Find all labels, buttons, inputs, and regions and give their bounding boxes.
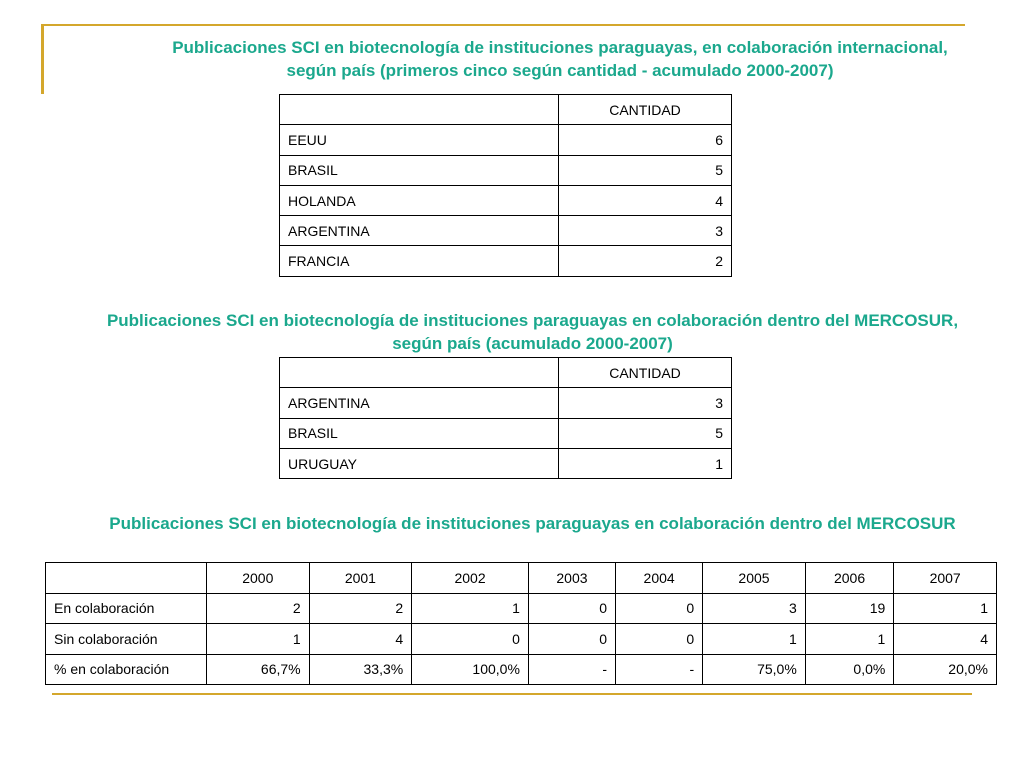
year-header: 2002 (412, 563, 529, 594)
table-mercosur-by-year (45, 562, 997, 685)
table-row (280, 418, 732, 448)
table-row (280, 155, 732, 185)
value-cell: 5 (559, 418, 732, 448)
table2-title: Publicaciones SCI en biotecnología de instituciones paraguayas en colaboración dentro del MERCOSUR, según país (acumulado 2000-2007) (106, 311, 959, 353)
value-cell: - (528, 654, 615, 685)
value-cell: 3 (559, 216, 732, 246)
header-empty-cell (280, 95, 559, 125)
row-label: En colaboración (46, 593, 207, 624)
table-row (280, 448, 732, 478)
value-cell: 3 (559, 388, 732, 418)
value-cell: 3 (703, 593, 806, 624)
value-cell: 0 (616, 593, 703, 624)
value-cell: 1 (703, 624, 806, 655)
value-cell: 0 (616, 624, 703, 655)
year-header: 2007 (894, 563, 997, 594)
year-header: 2001 (309, 563, 412, 594)
value-cell: 4 (894, 624, 997, 655)
year-header: 2000 (207, 563, 310, 594)
table-row (280, 216, 732, 246)
year-header: 2004 (616, 563, 703, 594)
table-row (280, 246, 732, 276)
value-cell: 6 (559, 125, 732, 155)
value-cell: 33,3% (309, 654, 412, 685)
table-row (280, 125, 732, 155)
table1-title: Publicaciones SCI en biotecnología de instituciones paraguayas, en colaboración internacional, según país (primeros cinco según cantidad - acumulado 2000-2007) (172, 38, 948, 80)
value-cell: 2 (559, 246, 732, 276)
value-cell: 0 (528, 593, 615, 624)
value-cell: 2 (309, 593, 412, 624)
country-cell: BRASIL (280, 418, 559, 448)
table-row (280, 388, 732, 418)
value-cell: 66,7% (207, 654, 310, 685)
table-row (46, 654, 997, 685)
country-cell: BRASIL (280, 155, 559, 185)
year-header: 2003 (528, 563, 615, 594)
header-empty-cell (280, 358, 559, 388)
country-cell: ARGENTINA (280, 388, 559, 418)
country-cell: EEUU (280, 125, 559, 155)
table-header-row (280, 358, 732, 388)
header-cantidad: CANTIDAD (559, 358, 732, 388)
value-cell: 0,0% (805, 654, 894, 685)
year-header: 2006 (805, 563, 894, 594)
country-cell: FRANCIA (280, 246, 559, 276)
value-cell: 20,0% (894, 654, 997, 685)
year-header: 2005 (703, 563, 806, 594)
decorative-top-line (41, 24, 965, 26)
value-cell: - (616, 654, 703, 685)
table-row (46, 624, 997, 655)
value-cell: 100,0% (412, 654, 529, 685)
decorative-bottom-line (52, 693, 972, 695)
value-cell: 19 (805, 593, 894, 624)
country-cell: ARGENTINA (280, 216, 559, 246)
country-cell: HOLANDA (280, 185, 559, 215)
row-label: Sin colaboración (46, 624, 207, 655)
decorative-left-line (41, 24, 44, 94)
value-cell: 0 (412, 624, 529, 655)
value-cell: 1 (207, 624, 310, 655)
header-cantidad: CANTIDAD (559, 95, 732, 125)
country-cell: URUGUAY (280, 448, 559, 478)
row-label: % en colaboración (46, 654, 207, 685)
value-cell: 5 (559, 155, 732, 185)
value-cell: 1 (894, 593, 997, 624)
table3-title: Publicaciones SCI en biotecnología de instituciones paraguayas en colaboración dentro del MERCOSUR (109, 514, 956, 533)
header-empty-cell (46, 563, 207, 594)
value-cell: 4 (309, 624, 412, 655)
table-mercosur-by-country (279, 357, 732, 479)
value-cell: 2 (207, 593, 310, 624)
table-header-row (280, 95, 732, 125)
table-header-row (46, 563, 997, 594)
value-cell: 4 (559, 185, 732, 215)
value-cell: 75,0% (703, 654, 806, 685)
value-cell: 1 (412, 593, 529, 624)
value-cell: 1 (559, 448, 732, 478)
value-cell: 1 (805, 624, 894, 655)
table-row (46, 593, 997, 624)
table-row (280, 185, 732, 215)
table-international-collaboration (279, 94, 732, 277)
value-cell: 0 (528, 624, 615, 655)
